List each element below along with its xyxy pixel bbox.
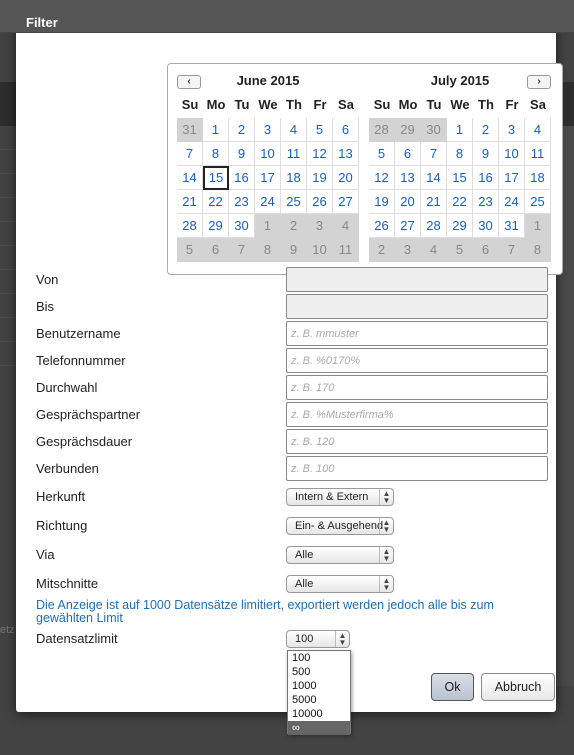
gespraechsdauer-label: Gesprächsdauer [36,434,133,449]
weekday-label: Sa [530,97,546,112]
calendar-day[interactable]: 3 [499,118,525,142]
calendar-day-outside[interactable]: 4 [421,238,447,262]
richtung-select[interactable] [286,517,394,535]
weekday-label: Mo [206,97,226,112]
prev-month-button[interactable]: ‹ [177,75,201,89]
calendar-day-outside[interactable]: 10 [307,238,333,262]
limit-info-text: Die Anzeige ist auf 1000 Datensätze limitiert, exportiert werden jedoch alle bis zum gewählten Limit [36,598,494,625]
calendar-day[interactable]: 24 [255,190,281,214]
durchwahl-input[interactable] [286,375,548,400]
dropdown-option[interactable]: 100 [292,652,311,664]
calendar-day[interactable]: 4 [525,118,551,142]
calendar-day[interactable]: 9 [473,142,499,166]
richtung-value: Ein- & Ausgehend [295,520,384,532]
calendar-day[interactable]: 16 [473,166,499,190]
calendar-day[interactable]: 27 [395,214,421,238]
calendar-day[interactable]: 6 [333,118,359,142]
calendar-day[interactable]: 18 [525,166,551,190]
via-label: Via [36,547,55,562]
select-arrows-icon: ▲ ▼ [335,631,349,647]
calendar-day[interactable]: 7 [177,142,203,166]
calendar-day[interactable]: 10 [499,142,525,166]
mitschnitte-label: Mitschnitte [36,576,99,591]
calendar-day[interactable]: 24 [499,190,525,214]
calendar-month-june [177,64,359,262]
weekday-label: Th [478,97,494,112]
dropdown-option-highlighted[interactable]: ∞ [288,721,350,735]
weekday-label: Su [373,97,391,112]
benutzername-label: Benutzername [36,326,121,341]
calendar-day-outside[interactable]: 29 [395,118,421,142]
calendar-day[interactable]: 17 [499,166,525,190]
calendar-day[interactable]: 30 [229,214,255,238]
weekday-label: Tu [426,97,442,112]
von-input[interactable] [286,267,548,292]
datensatzlimit-dropdown [287,650,351,734]
verbunden-label: Verbunden [36,461,99,476]
select-arrows-icon: ▲ ▼ [379,547,393,563]
calendar-day[interactable]: 31 [499,214,525,238]
gespraechspartner-label: Gesprächspartner [36,407,141,422]
dropdown-option[interactable]: 10000 [292,708,323,720]
calendar-day[interactable]: 15 [447,166,473,190]
via-select[interactable] [286,546,394,564]
calendar-day[interactable]: 5 [369,142,395,166]
calendar-day-outside[interactable]: 11 [333,238,359,262]
bis-label: Bis [36,299,55,314]
dropdown-option[interactable]: 500 [292,666,311,678]
mitschnitte-value: Alle [295,578,314,590]
calendar-day-outside[interactable]: 2 [369,238,395,262]
calendar-day-outside[interactable]: 1 [525,214,551,238]
calendar-day[interactable]: 8 [447,142,473,166]
weekday-label: Mo [398,97,418,112]
calendar-day-outside[interactable]: 1 [255,214,281,238]
weekday-label: We [258,97,278,112]
calendar-day[interactable]: 26 [369,214,395,238]
calendar-day[interactable]: 3 [255,118,281,142]
calendar-day-outside[interactable]: 28 [369,118,395,142]
calendar-day-outside[interactable]: 5 [447,238,473,262]
calendar-day-outside[interactable]: 3 [307,214,333,238]
calendar-day-outside[interactable]: 2 [281,214,307,238]
calendar-day[interactable]: 23 [473,190,499,214]
calendar-day-outside[interactable]: 6 [473,238,499,262]
richtung-label: Richtung [36,518,88,533]
herkunft-value: Intern & Extern [295,491,369,503]
calendar-day[interactable]: 26 [307,190,333,214]
cancel-button[interactable]: Abbruch [481,673,555,701]
calendar-day[interactable]: 12 [307,142,333,166]
ok-button[interactable]: Ok [431,673,474,701]
calendar-day[interactable]: 5 [307,118,333,142]
weekday-label: Sa [338,97,354,112]
dialog-header [0,0,574,33]
gespraechspartner-input[interactable] [286,402,548,427]
calendar-day[interactable]: 11 [281,142,307,166]
calendar-day[interactable]: 14 [421,166,447,190]
calendar-day-outside[interactable]: 3 [395,238,421,262]
via-value: Alle [295,549,314,561]
calendar-day-outside[interactable]: 8 [525,238,551,262]
calendar-day[interactable]: 21 [421,190,447,214]
calendar-day[interactable]: 13 [395,166,421,190]
background-text: etz [0,624,15,636]
dialog-title: Filter [26,15,58,30]
calendar-day[interactable]: 30 [473,214,499,238]
von-label: Von [36,272,59,287]
weekday-header [177,92,359,118]
dropdown-option[interactable]: 5000 [292,694,317,706]
next-month-button[interactable]: › [527,75,551,89]
calendar-day[interactable]: 8 [203,142,229,166]
calendar-day[interactable]: 1 [203,118,229,142]
datensatzlimit-select[interactable] [286,630,350,648]
calendar-day[interactable]: 28 [421,214,447,238]
day-grid [369,118,551,262]
calendar-day[interactable]: 11 [525,142,551,166]
select-arrows-icon: ▲ ▼ [379,489,393,505]
calendar-day[interactable]: 23 [229,190,255,214]
bis-input[interactable] [286,294,548,319]
datensatzlimit-label: Datensatzlimit [36,631,118,646]
select-arrows-icon: ▲ ▼ [379,518,393,534]
herkunft-label: Herkunft [36,489,86,504]
calendar-day[interactable]: 14 [177,166,203,190]
weekday-label: Th [286,97,302,112]
calendar-day[interactable]: 22 [447,190,473,214]
calendar-day[interactable]: 12 [369,166,395,190]
calendar-day[interactable]: 1 [447,118,473,142]
calendar-day-outside[interactable]: 6 [203,238,229,262]
calendar-day-today[interactable]: 15 [203,166,229,190]
calendar-day[interactable]: 6 [395,142,421,166]
date-range-calendar [167,63,563,275]
calendar-day[interactable]: 29 [203,214,229,238]
calendar-day[interactable]: 21 [177,190,203,214]
calendar-day[interactable]: 17 [255,166,281,190]
benutzername-input[interactable] [286,321,548,346]
select-arrows-icon: ▲ ▼ [379,576,393,592]
month-title: June 2015 [236,73,300,88]
calendar-day-outside[interactable]: 30 [421,118,447,142]
calendar-day-outside[interactable]: 9 [281,238,307,262]
calendar-day[interactable]: 9 [229,142,255,166]
weekday-label: Fr [313,97,327,112]
verbunden-input[interactable] [286,456,548,481]
calendar-day[interactable]: 20 [395,190,421,214]
calendar-day-outside[interactable]: 7 [229,238,255,262]
datensatzlimit-value: 100 [295,633,314,645]
calendar-day[interactable]: 2 [229,118,255,142]
calendar-month-july [369,64,551,262]
telefonnummer-label: Telefonnummer [36,353,126,368]
dropdown-option[interactable]: 1000 [292,680,317,692]
calendar-day[interactable]: 29 [447,214,473,238]
calendar-day[interactable]: 4 [281,118,307,142]
telefonnummer-input[interactable] [286,348,548,373]
calendar-day[interactable]: 22 [203,190,229,214]
weekday-label: Tu [234,97,250,112]
weekday-label: We [450,97,470,112]
calendar-day-outside[interactable]: 5 [177,238,203,262]
weekday-label: Fr [505,97,519,112]
calendar-day-outside[interactable]: 7 [499,238,525,262]
calendar-day[interactable]: 10 [255,142,281,166]
calendar-day[interactable]: 28 [177,214,203,238]
calendar-day-outside[interactable]: 8 [255,238,281,262]
filter-dialog [16,10,556,734]
weekday-label: Su [181,97,199,112]
calendar-day-outside[interactable]: 31 [177,118,203,142]
calendar-day[interactable]: 7 [421,142,447,166]
calendar-day[interactable]: 2 [473,118,499,142]
calendar-day[interactable]: 19 [307,166,333,190]
month-title: July 2015 [430,73,490,88]
calendar-day[interactable]: 18 [281,166,307,190]
calendar-day[interactable]: 27 [333,190,359,214]
mitschnitte-select[interactable] [286,575,394,593]
calendar-day[interactable]: 25 [525,190,551,214]
gespraechsdauer-input[interactable] [286,429,548,454]
calendar-day[interactable]: 19 [369,190,395,214]
calendar-day[interactable]: 13 [333,142,359,166]
calendar-day[interactable]: 16 [229,166,255,190]
durchwahl-label: Durchwahl [36,380,98,395]
calendar-day-outside[interactable]: 4 [333,214,359,238]
day-grid [177,118,359,262]
calendar-day[interactable]: 20 [333,166,359,190]
weekday-header [369,92,551,118]
herkunft-select[interactable] [286,488,394,506]
calendar-day[interactable]: 25 [281,190,307,214]
